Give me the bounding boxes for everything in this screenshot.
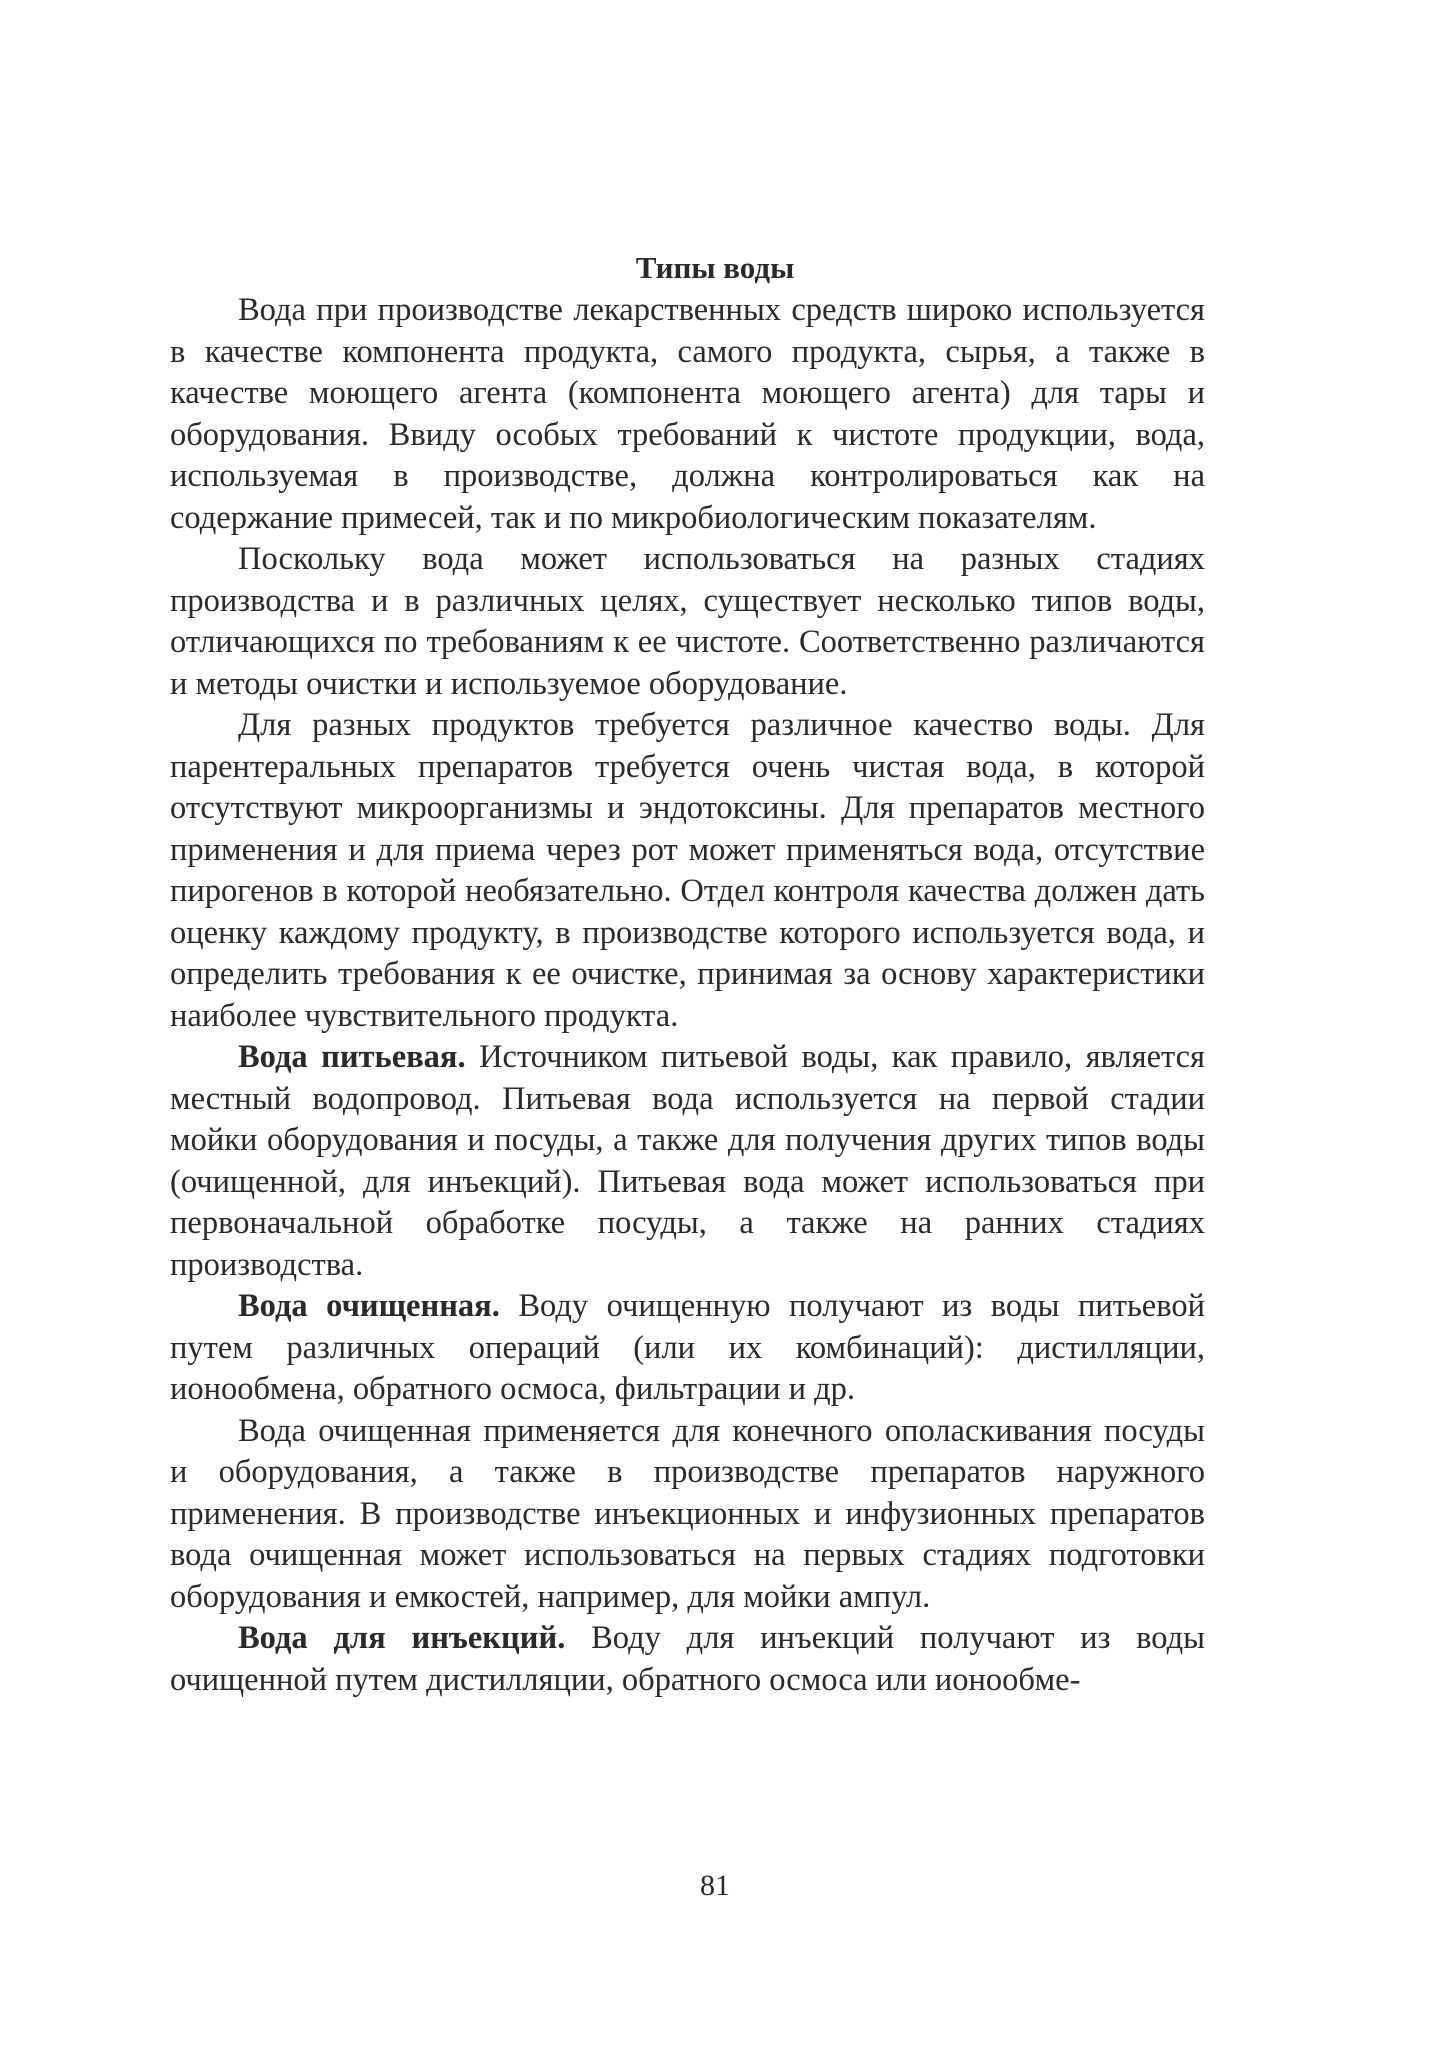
paragraph bbox=[170, 1411, 1205, 1619]
body-text bbox=[170, 290, 1205, 1701]
section-heading: Типы воды bbox=[635, 250, 795, 285]
term-injection-water: Вода для инъекций. bbox=[238, 1620, 566, 1656]
paragraph-text: Источником питьевой воды, как правило, является местный водопровод. Питьевая вода используется на первой стадии мойки оборудования и посуды, а также для получения других типов воды (очищенной, для инъекций). Питьевая вода может использоваться при первоначальной обработке посуды, а также на ранних стадиях производства. bbox=[170, 1039, 1205, 1283]
paragraph bbox=[170, 705, 1205, 1037]
paragraph-drinking-water bbox=[170, 1037, 1205, 1286]
paragraph-text: Поскольку вода может использоваться на разных стадиях производства и в различных целях, существует несколько типов воды, отличающихся по требованиям к ее чистоте. Соответственно различаются и методы очистки и используемое оборудование. bbox=[170, 541, 1205, 702]
paragraph-injection-water bbox=[170, 1618, 1205, 1701]
paragraph-text: Вода при производстве лекарственных средств широко используется в качестве компонента продукта, самого продукта, сырья, а также в качестве моющего агента (компонента моющего агента) для тары и оборудования. Ввиду особых требований к чистоте продукции, вода, используемая в производстве, должна контролироваться как на содержание примесей, так и по микробиологическим показателям. bbox=[170, 292, 1205, 536]
term-purified-water: Вода очищенная. bbox=[238, 1288, 500, 1324]
paragraph-text: Для разных продуктов требуется различное качество воды. Для парентеральных препаратов требуется очень чистая вода, в которой отсутствуют микроорганизмы и эндотоксины. Для препаратов местного применения и для приема через рот может применяться вода, отсутствие пирогенов в которой необязательно. Отдел контроля качества должен дать оценку каждому продукту, в производстве которого используется вода, и определить требования к ее очистке, принимая за основу характеристики наиболее чувствительного продукта. bbox=[170, 707, 1205, 1034]
page-number: 81 bbox=[700, 1869, 730, 1902]
term-drinking-water: Вода питьевая. bbox=[238, 1039, 466, 1075]
paragraph-purified-water bbox=[170, 1286, 1205, 1411]
paragraph-text: Воду очищенную получают из воды питьевой путем различных операций (или их комбинаций): дистилляции, ионообмена, обратного осмоса, фильтрации и др. bbox=[170, 1288, 1205, 1407]
paragraph bbox=[170, 539, 1205, 705]
paragraph-text: Вода очищенная применяется для конечного ополаскивания посуды и оборудования, а также в производстве препаратов наружного применения. В производстве инъекционных и инфузионных препаратов вода очищенная может использоваться на первых стадиях подготовки оборудования и емкостей, например, для мойки ампул. bbox=[170, 1412, 1205, 1615]
paragraph bbox=[170, 290, 1205, 539]
paragraph-text: Воду для инъекций получают из воды очищенной путем дистилляции, обратного осмоса или ионообме- bbox=[170, 1620, 1205, 1698]
